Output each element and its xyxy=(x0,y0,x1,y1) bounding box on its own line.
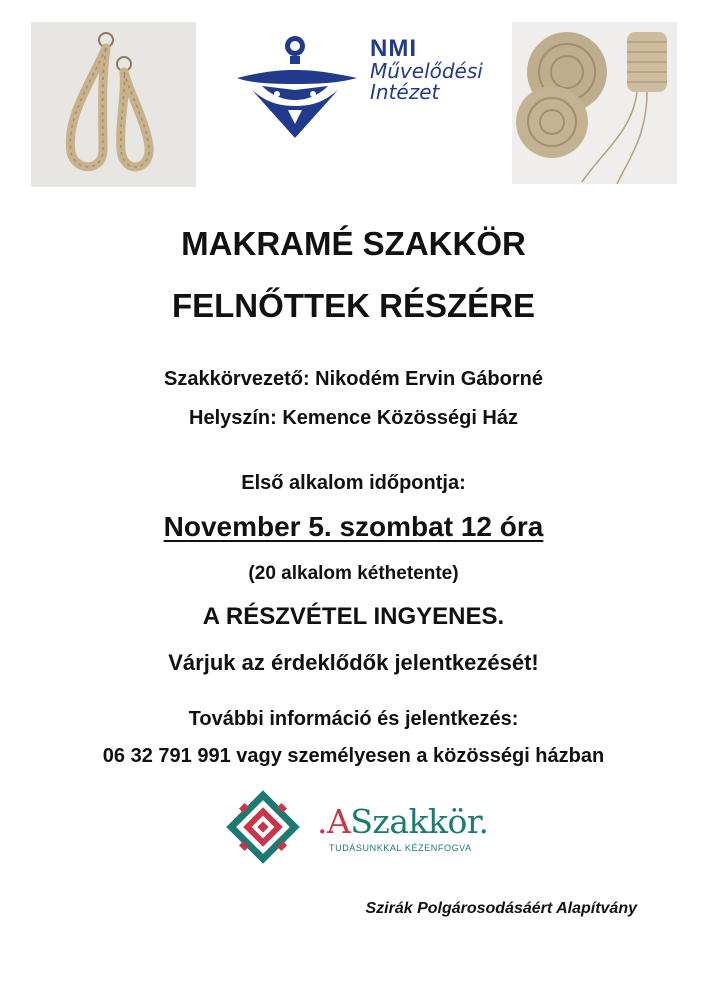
heading-line-1: MAKRAMÉ SZAKKÖR xyxy=(181,225,526,262)
aszakkor-logo xyxy=(222,786,492,866)
contact-label: További információ és jelentkezés: xyxy=(188,708,519,730)
nmi-logo xyxy=(232,30,482,145)
invitation-line: Várjuk az érdeklődők jelentkezését! xyxy=(168,650,539,675)
folk-ornament-icon xyxy=(222,786,304,868)
keychain-illustration xyxy=(31,22,196,187)
keychain-photo xyxy=(31,22,196,187)
aszakkor-tagline: TUDÁSUNKKAL KÉZENFOGVA xyxy=(329,843,472,853)
coasters-illustration xyxy=(512,22,677,184)
nmi-title: NMI xyxy=(370,35,417,62)
heading-line-2: FELNŐTTEK RÉSZÉRE xyxy=(171,287,536,324)
first-session-date: November 5. szombat 12 óra xyxy=(163,511,544,542)
leader-line: Szakkörvezető: Nikodém Ervin Gáborné xyxy=(163,368,543,390)
nmi-emblem-icon xyxy=(232,30,362,140)
place-line: Helyszín: Kemence Közösségi Ház xyxy=(189,407,518,429)
session-count: (20 alkalom kéthetente) xyxy=(248,563,459,584)
aszakkor-name: Szakkör. xyxy=(350,802,489,841)
free-participation: A RÉSZVÉTEL INGYENES. xyxy=(202,603,505,630)
coasters-photo xyxy=(512,22,677,184)
nmi-wordmark xyxy=(370,36,483,103)
foundation-name: Szirák Polgárosodásáért Alapítvány xyxy=(365,900,637,917)
first-session-label: Első alkalom időpontja: xyxy=(241,472,466,494)
contact-line: 06 32 791 991 vagy személyesen a közösségi házban xyxy=(102,745,605,767)
nmi-line2: Művelődési xyxy=(370,59,483,84)
aszakkor-wordmark xyxy=(317,802,489,841)
nmi-line3: Intézet xyxy=(370,80,440,105)
aszakkor-prefix: .A xyxy=(317,802,351,841)
